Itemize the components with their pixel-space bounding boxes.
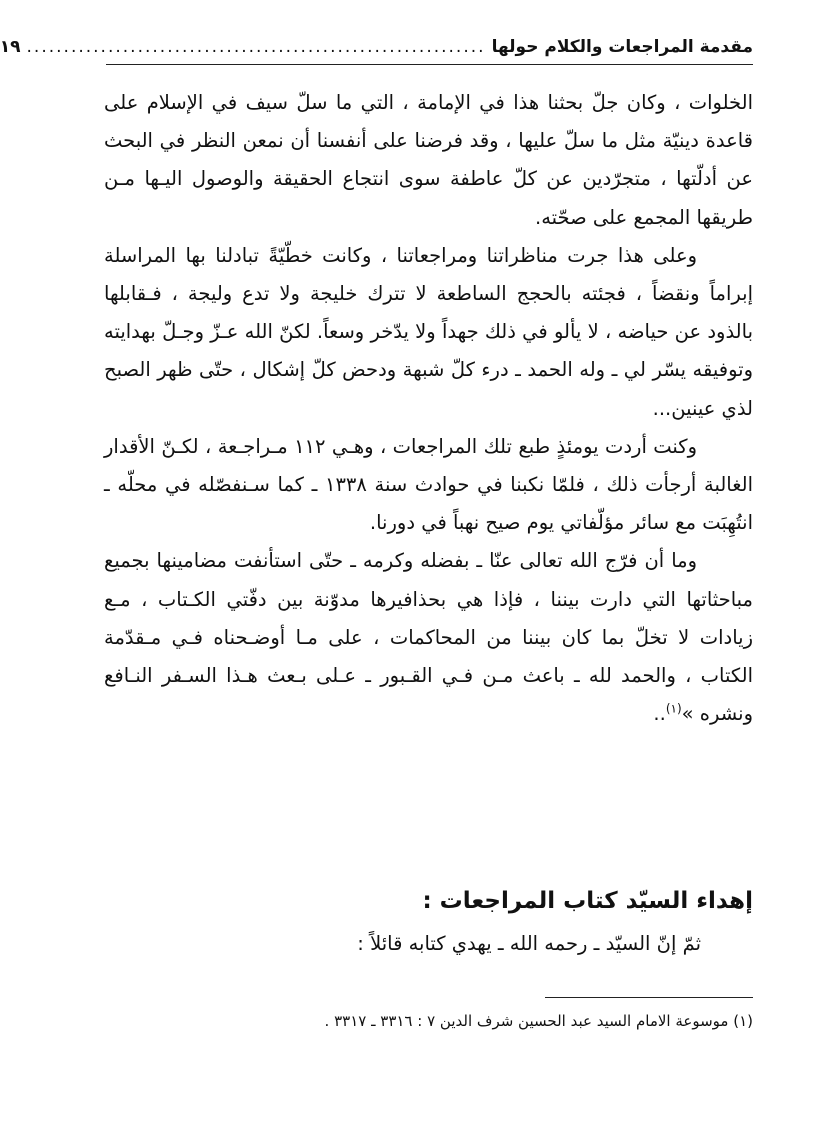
paragraph-4-text: وما أن فرّج الله تعالى عنّا ـ بفضله وكرمه ـ حتّى استأنفت مضامينها بجميع مباحثاتها التي دارت بيننا ، فإذا هي بحذافيرها مدوّنة بين دفّتي الكـتاب ، مـع زيادات لا تخلّ بما كان بيننا من المحاكمات ، على مـا أوضـحناه فـي مـقدّمة الكتاب ، والحمد لله ـ باعث مـن فـي القـبور ـ عـلى بـعث هـذا السـفر النـافع ونشره » <box>104 549 753 726</box>
section-intro-line: ثمّ إنّ السيّد ـ رحمه الله ـ يهدي كتابه قائلاً : <box>357 932 701 955</box>
footnote-rule <box>545 997 753 998</box>
paragraph-4 <box>104 542 753 733</box>
footnote: (١) موسوعة الامام السيد عبد الحسين شرف الدين ٧ : ٣٣١٦ ـ ٣٣١٧ . <box>324 1012 753 1030</box>
paragraph-4-tail: .. <box>653 702 666 726</box>
paragraph-3: وكنت أردت يومئذٍ طبع تلك المراجعات ، وهـي ١١٢ مـراجـعة ، لكـنّ الأقدار الغالبة أرجأت ذلك ، فلمّا نكبنا في حوادث سنة ١٣٣٨ ـ كما سـنفصّله في محلّه ـ انتُهِبَت مع سائر مؤلّفاتي يوم صيح نهباً في دورنا. <box>104 434 753 535</box>
paragraph-1: الخلوات ، وكان جلّ بحثنا هذا في الإمامة ، التي ما سلّ سيف في الإسلام على قاعدة دينيّة مثل ما سلّ عليها ، وقد فرضنا على أنفسنا أن نمعن النظر في البحث عن أدلّتها ، متجرّدين عن كلّ عاطفة سوى انتجاع الحقيقة والوصول اليـها مـن طريقها المجمع على صحّته. <box>104 91 753 229</box>
header-rule <box>106 64 753 65</box>
paragraph-2: وعلى هذا جرت مناظراتنا ومراجعاتنا ، وكانت خطّيّةً تبادلنا بها المراسلة إبراماً ونقضاً ، فجئته بالحجج الساطعة لا تترك خليجة ولا تدع وليجة ، فـقابلها بالذود عن حياضه ، لا يألو في ذلك جهداً ولا يدّخر وسعاً. لكنّ الله عـزّ وجـلّ بهدايته وتوفيقه يسّر لي ـ وله الحمد ـ درء كلّ شبهة ودحض كلّ إشكال ، حتّى ظهر الصبح لذي عينين... <box>104 243 753 420</box>
header-title: مقدمة المراجعات والكلام حولها <box>491 37 753 57</box>
header-leader-dots: .............................................................. <box>26 37 486 57</box>
footnote-marker[interactable]: (١) <box>665 701 682 716</box>
page-number: ١٩ <box>0 37 21 57</box>
section-heading: إهداء السيّد كتاب المراجعات : <box>422 888 753 914</box>
running-header <box>0 30 753 64</box>
body-text <box>104 84 753 733</box>
